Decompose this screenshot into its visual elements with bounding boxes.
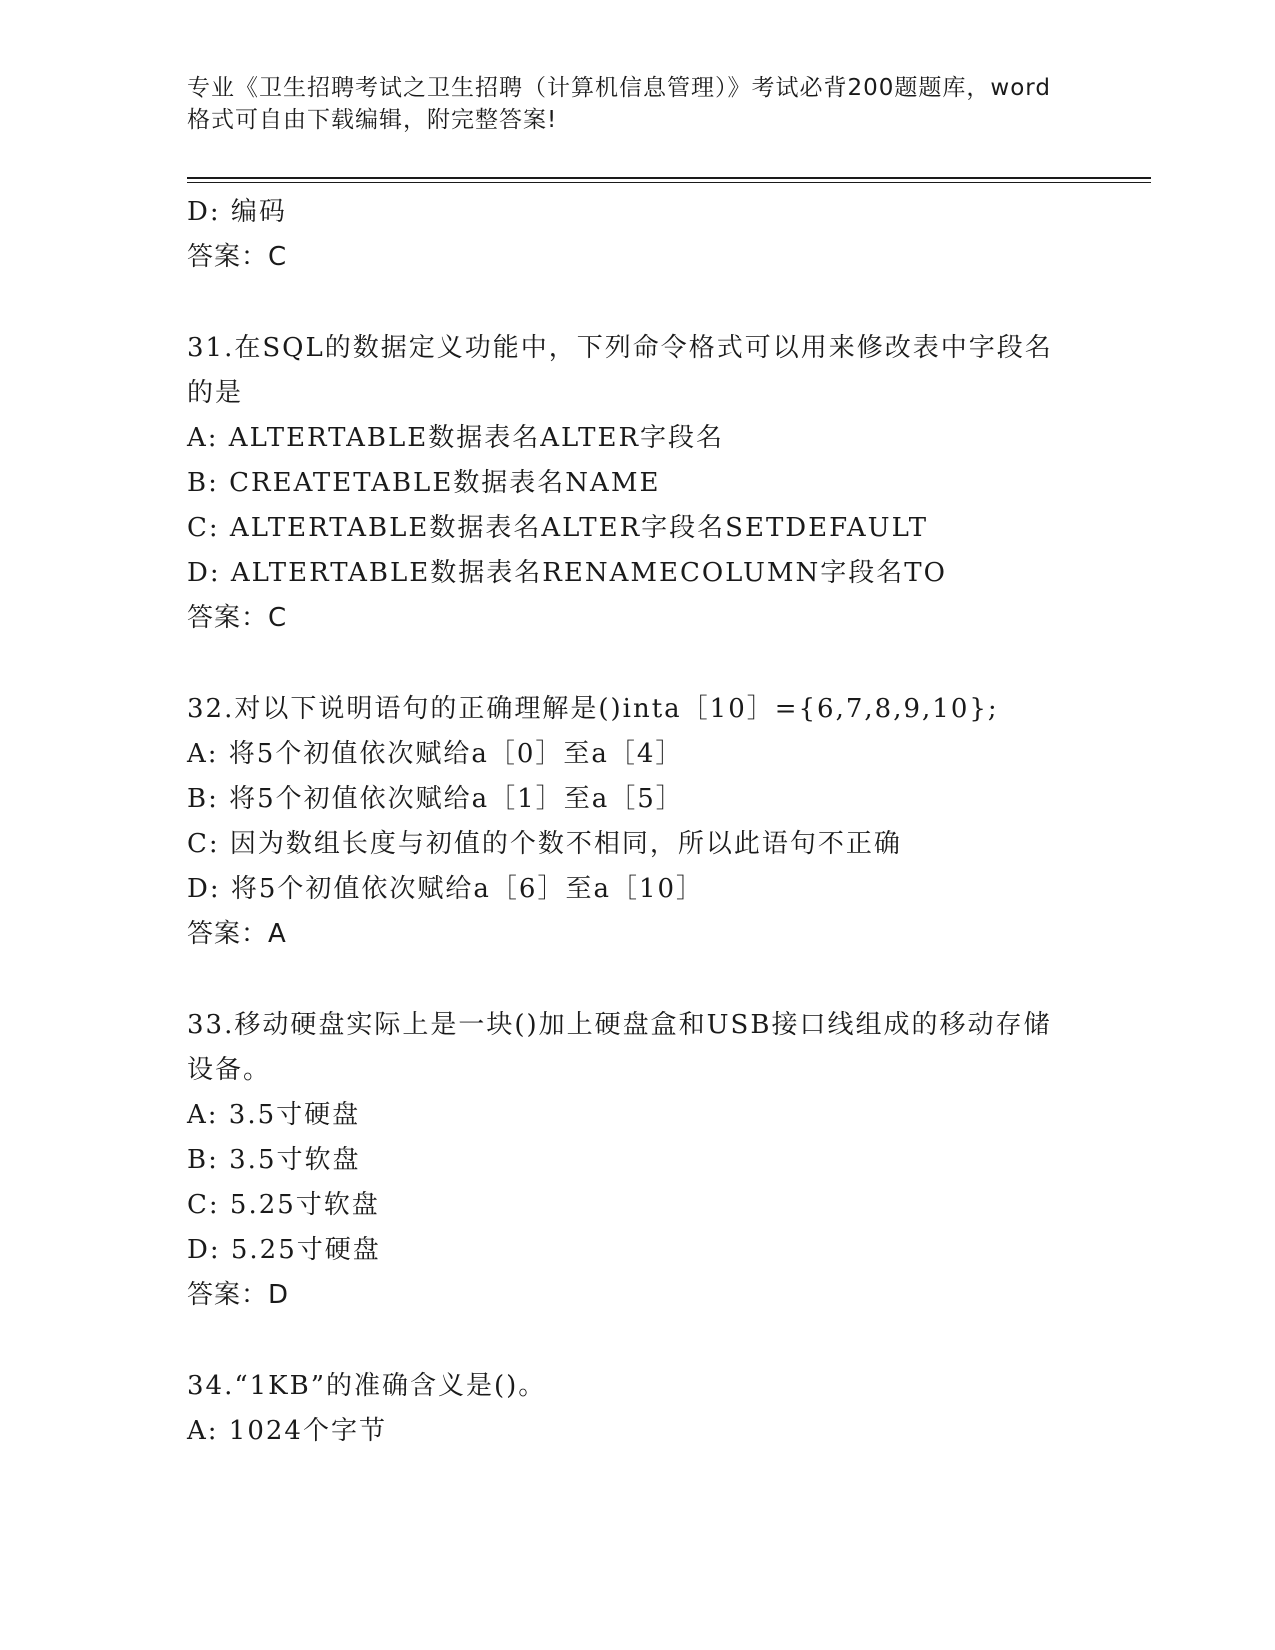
option-a: A: 3.5寸硬盘 (187, 1100, 361, 1130)
option-a: A: ALTERTABLE数据表名ALTER字段名 (187, 423, 725, 453)
spacer (187, 957, 1087, 1003)
spacer (187, 1318, 1087, 1364)
question-text-cont: 的是 (187, 378, 244, 408)
option-d: D: 5.25寸硬盘 (187, 1235, 381, 1265)
document-header (187, 72, 1087, 136)
question-text: 33.移动硬盘实际上是一块()加上硬盘盒和USB接口线组成的移动存储 (187, 1010, 1052, 1040)
option-c: C: 因为数组长度与初值的个数不相同，所以此语句不正确 (187, 829, 902, 859)
answer-line: 答案：D (187, 1280, 290, 1310)
answer-line: 答案：A (187, 919, 287, 949)
option-b: B: CREATETABLE数据表名NAME (187, 468, 661, 498)
option-c: C: 5.25寸软盘 (187, 1190, 380, 1220)
option-b: B: 将5个初值依次赋给a［1］至a［5］ (187, 784, 684, 814)
header-rule-thick (187, 177, 1151, 179)
question-text: 31.在SQL的数据定义功能中，下列命令格式可以用来修改表中字段名 (187, 333, 1053, 363)
question-text: 32.对以下说明语句的正确理解是()inta［10］={6,7,8,9,10}; (187, 694, 999, 724)
question-text: 34.“1KB”的准确含义是()。 (187, 1371, 547, 1401)
option-d: D: 将5个初值依次赋给a［6］至a［10］ (187, 874, 705, 904)
question-block-33 (187, 1003, 1087, 1318)
answer-line: 答案：C (187, 603, 288, 633)
option-a: A: 将5个初值依次赋给a［0］至a［4］ (187, 739, 684, 769)
spacer (187, 280, 1087, 326)
document-body (187, 190, 1087, 1454)
option-d: D: 编码 (187, 197, 287, 227)
header-rule-thin (187, 182, 1151, 183)
question-block-34 (187, 1364, 1087, 1454)
header-line-2: 格式可自由下载编辑，附完整答案! (187, 107, 558, 133)
header-line-1: 专业《卫生招聘考试之卫生招聘（计算机信息管理）》考试必背200题题库，word (187, 75, 1051, 101)
question-block-32 (187, 687, 1087, 957)
question-text-cont: 设备。 (187, 1055, 272, 1085)
question-block-31 (187, 326, 1087, 641)
option-b: B: 3.5寸软盘 (187, 1145, 361, 1175)
option-a: A: 1024个字节 (187, 1416, 387, 1446)
option-c: C: ALTERTABLE数据表名ALTER字段名SETDEFAULT (187, 513, 929, 543)
question-block-prev (187, 190, 1087, 280)
option-d: D: ALTERTABLE数据表名RENAMECOLUMN字段名TO (187, 558, 947, 588)
spacer (187, 641, 1087, 687)
answer-line: 答案：C (187, 242, 288, 272)
